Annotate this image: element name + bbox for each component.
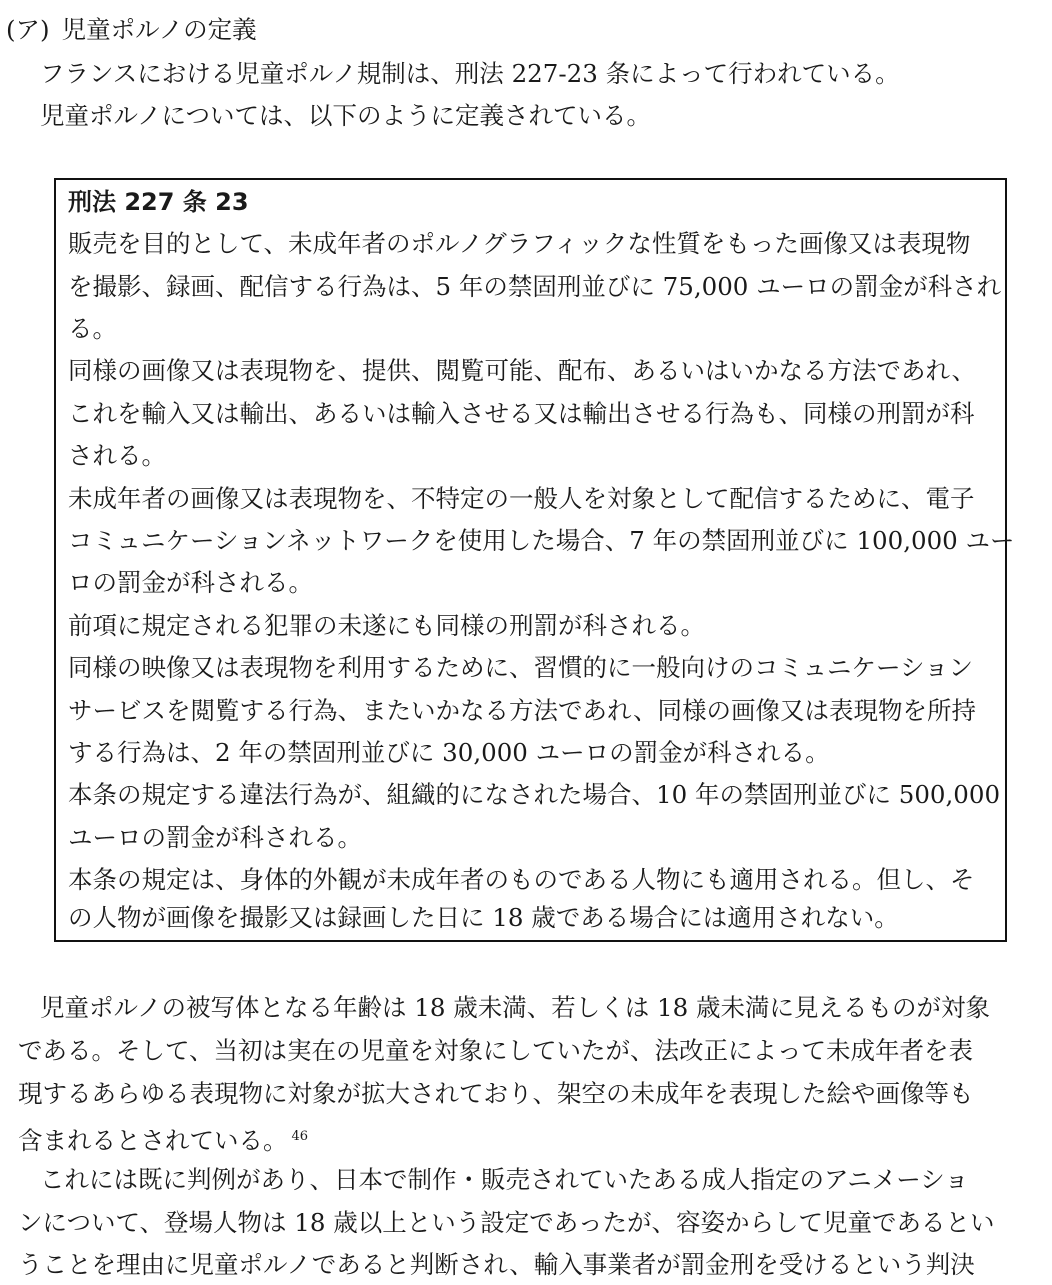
article-line: する行為は、2 年の禁固刑並びに 30,000 ユーロの罰金が科される。	[68, 738, 830, 767]
article-line: される。	[68, 441, 166, 470]
article-line: の人物が画像を撮影又は録画した日に 18 歳である場合には適用されない。	[68, 903, 899, 932]
body-line: ンについて、登場人物は 18 歳以上という設定であったが、容姿からして児童であるとい	[18, 1208, 995, 1237]
article-line: 本条の規定は、身体的外観が未成年者のものである人物にも適用される。但し、そ	[68, 865, 975, 894]
intro-line-1: フランスにおける児童ポルノ規制は、刑法 227-23 条によって行われている。	[40, 59, 900, 88]
body-line: これには既に判例があり、日本で制作・販売されていたある成人指定のアニメーショ	[40, 1165, 969, 1194]
section-title: 児童ポルノの定義	[61, 15, 257, 44]
article-line: これを輸入又は輸出、あるいは輸入させる又は輸出させる行為も、同様の刑罰が科	[68, 399, 975, 428]
article-title: 刑法 227 条 23	[68, 188, 249, 216]
section-heading	[6, 12, 257, 48]
article-line: サービスを閲覧する行為、またいかなる方法であれ、同様の画像又は表現物を所持	[68, 696, 976, 725]
body-line: うことを理由に児童ポルノであると判断され、輸入事業者が罰金刑を受けるという判決	[18, 1250, 975, 1279]
footnote-marker[interactable]: 46	[291, 1129, 309, 1144]
article-line: を撮影、録画、配信する行為は、5 年の禁固刑並びに 75,000 ユーロの罰金が科され	[68, 272, 1002, 301]
article-line: ロの罰金が科される。	[68, 568, 313, 597]
body-line-text: 含まれるとされている。	[18, 1126, 288, 1156]
body-line: 現するあらゆる表現物に対象が拡大されており、架空の未成年を表現した絵や画像等も	[18, 1079, 974, 1108]
article-line: 未成年者の画像又は表現物を、不特定の一般人を対象として配信するために、電子	[68, 484, 975, 513]
article-line: 本条の規定する違法行為が、組織的になされた場合、10 年の禁固刑並びに 500,000	[68, 780, 1001, 809]
body-line-with-footnote	[18, 1119, 308, 1159]
article-line: る。	[68, 314, 117, 343]
article-line: ユーロの罰金が科される。	[68, 823, 362, 852]
intro-line-2: 児童ポルノについては、以下のように定義されている。	[40, 101, 652, 130]
body-line: である。そして、当初は実在の児童を対象にしていたが、法改正によって未成年者を表	[18, 1036, 974, 1065]
body-line: 児童ポルノの被写体となる年齢は 18 歳未満、若しくは 18 歳未満に見えるものが対象	[40, 993, 991, 1022]
article-box	[54, 178, 1015, 942]
article-line: 販売を目的として、未成年者のポルノグラフィックな性質をもった画像又は表現物	[68, 229, 971, 258]
article-line: 前項に規定される犯罪の未遂にも同様の刑罰が科される。	[68, 611, 705, 640]
article-line: 同様の画像又は表現物を、提供、閲覧可能、配布、あるいはいかなる方法であれ、	[68, 356, 976, 385]
section-marker: (ア)	[6, 15, 50, 44]
article-line: コミュニケーションネットワークを使用した場合、7 年の禁固刑並びに 100,000 ユー	[68, 526, 1015, 555]
article-line: 同様の映像又は表現物を利用するために、習慣的に一般向けのコミュニケーション	[68, 653, 974, 682]
